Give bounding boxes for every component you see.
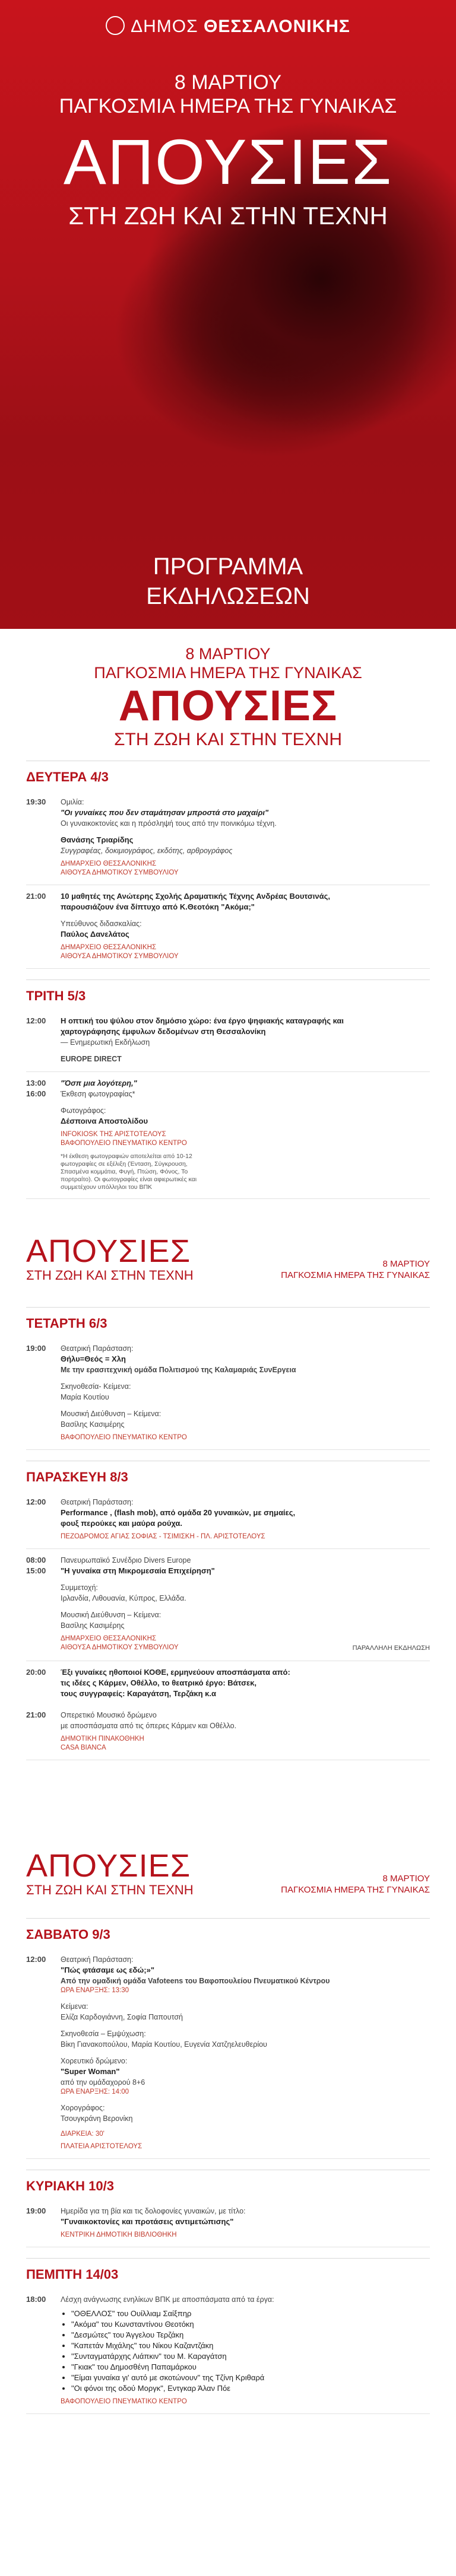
event-title: Performance , (flash mob), από ομάδα 20 γυναικών, με σημαίες, xyxy=(61,1508,296,1517)
event-time: 19:00 xyxy=(26,1344,46,1353)
event-line: Βασίλης Κασιμέρης xyxy=(61,1420,125,1429)
event-venue: ΠΛΑΤΕΙΑ ΑΡΙΣΤΟΤΕΛΟΥΣ xyxy=(61,2143,142,2150)
event-venue: ΚΕΝΤΡΙΚΗ ΔΗΜΟΤΙΚΗ ΒΙΒΛΙΟΘΗΚΗ xyxy=(61,2231,177,2238)
event-title: τους συγγραφείς: Καραγάτση, Τερζάκη κ.α xyxy=(61,1689,216,1698)
event-line: Ιρλανδία, Λιθουανία, Κύπρος, Ελλάδα. xyxy=(61,1594,186,1602)
event-title: παρουσιάζουν ένα δίπτυχο από Κ.Θεοτόκη "Ακόμα;" xyxy=(61,902,255,911)
logo-text-bold: ΘΕΣΣΑΛΟΝΙΚΗΣ xyxy=(204,17,350,36)
event-speaker: Παύλος Δανελάτος xyxy=(61,930,129,939)
event-line: Χορογράφος: xyxy=(61,2104,105,2112)
event-line: Με την ερασιτεχνική ομάδα Πολιτισμού της Καλαμαριάς ΣυνΕργεια xyxy=(61,1366,296,1374)
event-line: Οπερετικό Μουσικό δρώμενο xyxy=(61,1711,157,1719)
inner-title xyxy=(0,644,456,750)
event-time: 21:00 xyxy=(26,1710,46,1719)
footnote-line: φωτογραφίες σε εξέλιξη (Ένταση, Σύγκρουση, xyxy=(61,1160,188,1168)
list-item: • "Συνταγματάρχης Λιάπκιν" του Μ. Καραγάτση xyxy=(71,2351,430,2362)
event-item xyxy=(26,1337,430,1450)
event-venue: ΒΑΦΟΠΟΥΛΕΙΟ ΠΝΕΥΜΑΤΙΚΟ ΚΕΝΤΡΟ xyxy=(61,2398,187,2405)
section-title: ΑΠΟΥΣΙΕΣ xyxy=(26,1848,191,1884)
list-item: • "ΟΘΕΛΛΟΣ" του Ουίλλιαμ Σαίξπηρ xyxy=(71,2308,430,2319)
event-line: Συμμετοχή: xyxy=(61,1583,98,1592)
day-heading: ΤΕΤΑΡΤΗ 6/3 xyxy=(26,1316,107,1331)
event-title: "Γυναικοκτονίες και προτάσεις αντιμετώπισης" xyxy=(61,2217,234,2226)
event-line: Μουσική Διεύθυνση – Κείμενα: xyxy=(61,1410,162,1418)
list-item: • "Δεσμώτες" του Άγγελου Τερζάκη xyxy=(71,2330,430,2340)
event-venue xyxy=(61,943,430,961)
event-line: Ομιλία: xyxy=(61,798,84,806)
event-item xyxy=(26,1491,430,1549)
list-item: • "Γκιακ" του Δημοσθένη Παπαμάρκου xyxy=(71,2362,430,2373)
time-end: 15:00 xyxy=(26,1566,46,1575)
list-item: • "Ακόμα" του Κωνσταντίνου Θεοτόκη xyxy=(71,2319,430,2330)
footnote-line: *Η έκθεση φωτογραφιών αποτελείται από 10-12 xyxy=(61,1153,192,1160)
venue-line: ΔΗΜΑΡΧΕΙΟ ΘΕΣΣΑΛΟΝΙΚΗΣ xyxy=(61,944,157,951)
section-date: 8 ΜΑΡΤΙΟΥ xyxy=(382,1259,430,1269)
event-venue xyxy=(61,1130,430,1148)
section-header xyxy=(26,1235,430,1283)
venue-line: CASA BIANCA xyxy=(61,1744,106,1751)
footnote-line: πορτραίτο). Οι φωτογραφίες είναι αφιερωτικές και xyxy=(61,1176,197,1183)
time-start: 20:00 xyxy=(26,1668,46,1677)
start-time-label: ΩΡΑ ΕΝΑΡΞΗΣ: 14:00 xyxy=(61,2088,129,2095)
program-page xyxy=(0,761,456,2414)
event-item xyxy=(26,1948,430,2159)
event-line: Πανευρωπαϊκό Συνέδριο Divers Europe xyxy=(61,1556,191,1564)
day-heading: ΠΑΡΑΣΚΕΥΗ 8/3 xyxy=(26,1470,128,1484)
day-wednesday xyxy=(26,1307,430,1450)
event-time: 12:00 xyxy=(26,1955,46,1964)
list-item: • "Καπετάν Μιχάλης" του Νίκου Καζαντζάκη xyxy=(71,2340,430,2351)
event-title: "Οι γυναίκες που δεν σταμάτησαν μπροστά στο μαχαίρι" xyxy=(61,808,269,817)
works-list xyxy=(71,2308,430,2394)
event-item xyxy=(26,1661,430,1760)
duration-label: ΔΙΑΡΚΕΙΑ: 30' xyxy=(61,2130,104,2138)
event-line: Συγγραφέας, δοκιμιογράφος, εκδότης, αρθρογράφος xyxy=(61,847,233,855)
event-item xyxy=(26,2200,430,2247)
venue-line: ΑΙΘΟΥΣΑ ΔΗΜΟΤΙΚΟΥ ΣΥΜΒΟΥΛΙΟΥ xyxy=(61,1644,179,1651)
event-time xyxy=(26,1078,61,1191)
event-line: Βίκη Γιανακοπούλου, Μαρία Κουτίου, Ευγενία Χατζηελευθερίου xyxy=(61,2040,267,2049)
event-item xyxy=(26,885,430,969)
section-subtitle: ΠΑΓΚΟΣΜΙΑ ΗΜΕΡΑ ΤΗΣ ΓΥΝΑΙΚΑΣ xyxy=(281,1270,430,1280)
section-header xyxy=(26,1849,430,1898)
event-title: "Η γυναίκα στη Μικρομεσαία Επιχείρηση" xyxy=(61,1566,215,1575)
event-title: "Super Woman" xyxy=(61,2067,120,2076)
venue-line: ΒΑΦΟΠΟΥΛΕΙΟ ΠΝΕΥΜΑΤΙΚΟ ΚΕΝΤΡΟ xyxy=(61,1140,187,1147)
event-venue: ΒΑΦΟΠΟΥΛΕΙΟ ΠΝΕΥΜΑΤΙΚΟ ΚΕΝΤΡΟ xyxy=(61,1434,187,1441)
event-item xyxy=(26,1549,430,1661)
hero-tagline: ΣΤΗ ΖΩΗ ΚΑΙ ΣΤΗΝ ΤΕΧΝΗ xyxy=(68,202,388,230)
event-line: Θεατρική Παράσταση: xyxy=(61,1498,134,1506)
event-time: 19:00 xyxy=(26,2206,46,2215)
day-friday xyxy=(26,1461,430,1760)
hero-subtitle: ΠΑΓΚΟΣΜΙΑ ΗΜΕΡΑ ΤΗΣ ΓΥΝΑΙΚΑΣ xyxy=(59,95,397,117)
venue-line: ΔΗΜΑΡΧΕΙΟ ΘΕΣΣΑΛΟΝΙΚΗΣ xyxy=(61,1635,157,1642)
event-item xyxy=(26,1010,430,1072)
event-speaker: Θανάσης Τριαρίδης xyxy=(61,835,134,844)
event-title: Έξι γυναίκες ηθοποιοί ΚΟΘΕ, ερμηνεύουν αποσπάσματα από: xyxy=(61,1668,290,1677)
event-line: Θεατρική Παράσταση: xyxy=(61,1955,134,1964)
event-line: Από την ομαδική ομάδα Vafoteens του Βαφοπουλείου Πνευματικού Κέντρου xyxy=(61,1977,330,1985)
event-title: Θήλυ=Θεός = Χλη xyxy=(61,1354,126,1363)
time-start: 08:00 xyxy=(26,1556,46,1564)
event-title: φουξ περούκες και μαύρα ρούχα. xyxy=(61,1519,183,1528)
section-tagline: ΣΤΗ ΖΩΗ ΚΑΙ ΣΤΗΝ ΤΕΧΝΗ xyxy=(26,1268,194,1283)
event-time: 19:30 xyxy=(26,797,46,806)
event-line: Χορευτικό δρώμενο: xyxy=(61,2057,128,2065)
day-heading: ΠΕΜΠΤΗ 14/03 xyxy=(26,2267,119,2282)
event-line: Φωτογράφος: xyxy=(61,1106,106,1115)
hero-program-line1: ΠΡΟΓΡΑΜΜΑ xyxy=(153,554,303,580)
event-time xyxy=(26,1555,61,1653)
event-line: Βασίλης Κασιμέρης xyxy=(61,1621,125,1630)
event-venue xyxy=(61,1735,430,1753)
logo-text: ΔΗΜΟΣ xyxy=(131,17,198,36)
day-sunday xyxy=(26,2170,430,2247)
event-line: Λέσχη ανάγνωσης ενηλίκων ΒΠΚ με αποσπάσματα από τα έργα: xyxy=(61,2295,274,2304)
event-line: Θεατρική Παράσταση: xyxy=(61,1344,134,1353)
event-line: — Ενημερωτική Εκδήλωση xyxy=(61,1038,150,1047)
event-venue: ΠΕΖΟΔΡΟΜΟΣ ΑΓΙΑΣ ΣΟΦΙΑΣ - ΤΣΙΜΙΣΚΗ - ΠΛ. ΑΡΙΣΤΟΤΕΛΟΥΣ xyxy=(61,1533,265,1540)
event-line: Έκθεση φωτογραφίας* xyxy=(61,1090,135,1098)
event-time: 18:00 xyxy=(26,2295,46,2304)
hero-program-line2: ΕΚΔΗΛΩΣΕΩΝ xyxy=(146,583,310,609)
inner-tagline: ΣΤΗ ΖΩΗ ΚΑΙ ΣΤΗΝ ΤΕΧΝΗ xyxy=(114,730,342,749)
section-title: ΑΠΟΥΣΙΕΣ xyxy=(26,1233,191,1269)
day-heading: ΤΡΙΤΗ 5/3 xyxy=(26,988,86,1003)
hero-banner xyxy=(0,0,456,629)
municipality-logo xyxy=(0,17,456,37)
day-thursday xyxy=(26,2258,430,2414)
hero-date: 8 ΜΑΡΤΙΟΥ xyxy=(174,71,282,94)
event-venue xyxy=(61,860,430,877)
time-start: 13:00 xyxy=(26,1079,46,1087)
event-time: 12:00 xyxy=(26,1497,46,1506)
start-time-label: ΩΡΑ ΕΝΑΡΞΗΣ: 13:30 xyxy=(61,1987,129,1994)
day-heading: ΚΥΡΙΑΚΗ 10/3 xyxy=(26,2179,114,2193)
inner-heading: ΑΠΟΥΣΙΕΣ xyxy=(118,682,338,730)
emblem-icon xyxy=(106,16,125,35)
venue-line: ΔΗΜΑΡΧΕΙΟ ΘΕΣΣΑΛΟΝΙΚΗΣ xyxy=(61,860,157,867)
event-title: 10 μαθητές της Ανώτερης Σχολής Δραματικής Τέχνης Ανδρέας Βουτσινάς, xyxy=(61,892,330,901)
event-title: Η οπτική του ψύλου στον δημόσιο χώρο: ένα έργο ψηφιακής καταγραφής και xyxy=(61,1016,344,1025)
day-tuesday xyxy=(26,979,430,1199)
event-item xyxy=(26,791,430,885)
section-subtitle: ΠΑΓΚΟΣΜΙΑ ΗΜΕΡΑ ΤΗΣ ΓΥΝΑΙΚΑΣ xyxy=(281,1885,430,1895)
event-time: 12:00 xyxy=(26,1016,46,1025)
inner-date: 8 ΜΑΡΤΙΟΥ xyxy=(185,645,271,663)
list-item: • "Είμαι γυναίκα γι' αυτό με σκοτώνουν" της Τζίνη Κριθαρά xyxy=(71,2373,430,2383)
footnote-line: Σπασμένα κομμάτια, Φυγή, Πτώση, Φόνος, Το xyxy=(61,1168,188,1175)
event-line: Μαρία Κουτίου xyxy=(61,1393,109,1401)
event-time: 21:00 xyxy=(26,892,46,901)
event-organizer: EUROPE DIRECT xyxy=(61,1055,122,1063)
event-line: Ελίζα Καρδογιάννη, Σοφία Παπουτσή xyxy=(61,2013,183,2021)
event-title: "Πώς φτάσαμε ως εδώ;»" xyxy=(61,1966,155,1974)
list-item: • "Οι φόνοι της οδού Μοργκ", Εντγκαρ Άλαν Πόε xyxy=(71,2383,430,2394)
event-item xyxy=(26,1072,430,1199)
day-heading: ΣΑΒΒΑΤΟ 9/3 xyxy=(26,1927,110,1942)
parallel-event-label: ΠΑΡΑΛΛΗΛΗ ΕΚΔΗΛΩΣΗ xyxy=(352,1645,430,1652)
footnote-line: συμμετέχουν υπόλληλοι του ΒΠΚ xyxy=(61,1184,153,1191)
section-date: 8 ΜΑΡΤΙΟΥ xyxy=(382,1874,430,1884)
venue-line: ΑΙΘΟΥΣΑ ΔΗΜΟΤΙΚΟΥ ΣΥΜΒΟΥΛΙΟΥ xyxy=(61,953,179,960)
section-tagline: ΣΤΗ ΖΩΗ ΚΑΙ ΣΤΗΝ ΤΕΧΝΗ xyxy=(26,1882,194,1897)
event-item xyxy=(26,2288,430,2414)
day-saturday xyxy=(26,1918,430,2159)
event-line: Κείμενα: xyxy=(61,2002,88,2011)
day-monday xyxy=(26,761,430,969)
event-line: με αποσπάσματα από τις όπερες Κάρμεν και Οθέλλο. xyxy=(61,1722,237,1730)
event-footnote xyxy=(61,1153,430,1191)
event-title: "Όσπ μια λογότερη," xyxy=(61,1079,137,1087)
event-line: Οι γυναικοκτονίες και η πρόσληψή τους από την ποινικόμω τέχνη. xyxy=(61,819,277,828)
time-end: 16:00 xyxy=(26,1089,46,1098)
event-line: Μουσική Διεύθυνση – Κείμενα: xyxy=(61,1611,162,1619)
hero-program xyxy=(0,552,456,611)
event-speaker: Δέσποινα Αποστολίδου xyxy=(61,1117,148,1125)
venue-line: ΔΗΜΟΤΙΚΗ ΠΙΝΑΚΟΘΗΚΗ xyxy=(61,1735,144,1742)
event-line: Υπεύθυνος διδασκαλίας: xyxy=(61,920,142,928)
inner-subtitle: ΠΑΓΚΟΣΜΙΑ ΗΜΕΡΑ ΤΗΣ ΓΥΝΑΙΚΑΣ xyxy=(94,664,362,682)
day-heading: ΔΕΥΤΕΡΑ 4/3 xyxy=(26,769,109,784)
venue-line: INFOKIOSK ΤΗΣ ΑΡΙΣΤΟΤΕΛΟΥΣ xyxy=(61,1131,166,1138)
event-title: χαρτογράφησης έμφυλων δεδομένων στη Θεσσαλονίκη xyxy=(61,1027,266,1036)
event-line: Σκηνοθεσία- Κείμενα: xyxy=(61,1382,131,1391)
event-line: από την ομάδαχορού 8+6 xyxy=(61,2078,145,2087)
event-line: Τσουγκράνη Βερονίκη xyxy=(61,2114,133,2123)
event-line: Σκηνοθεσία – Εμψύχωση: xyxy=(61,2030,146,2038)
event-line: Ημερίδα για τη βία και τις δολοφονίες γυναικών, με τίτλο: xyxy=(61,2207,246,2215)
hero-title: ΑΠΟΥΣΙΕΣ xyxy=(63,126,393,198)
event-title: τις ιδέες ς Κάρμεν, Οθέλλο, το θεατρικό έργο: Βάτσεκ, xyxy=(61,1678,257,1687)
venue-line: ΑΙΘΟΥΣΑ ΔΗΜΟΤΙΚΟΥ ΣΥΜΒΟΥΛΙΟΥ xyxy=(61,869,179,876)
